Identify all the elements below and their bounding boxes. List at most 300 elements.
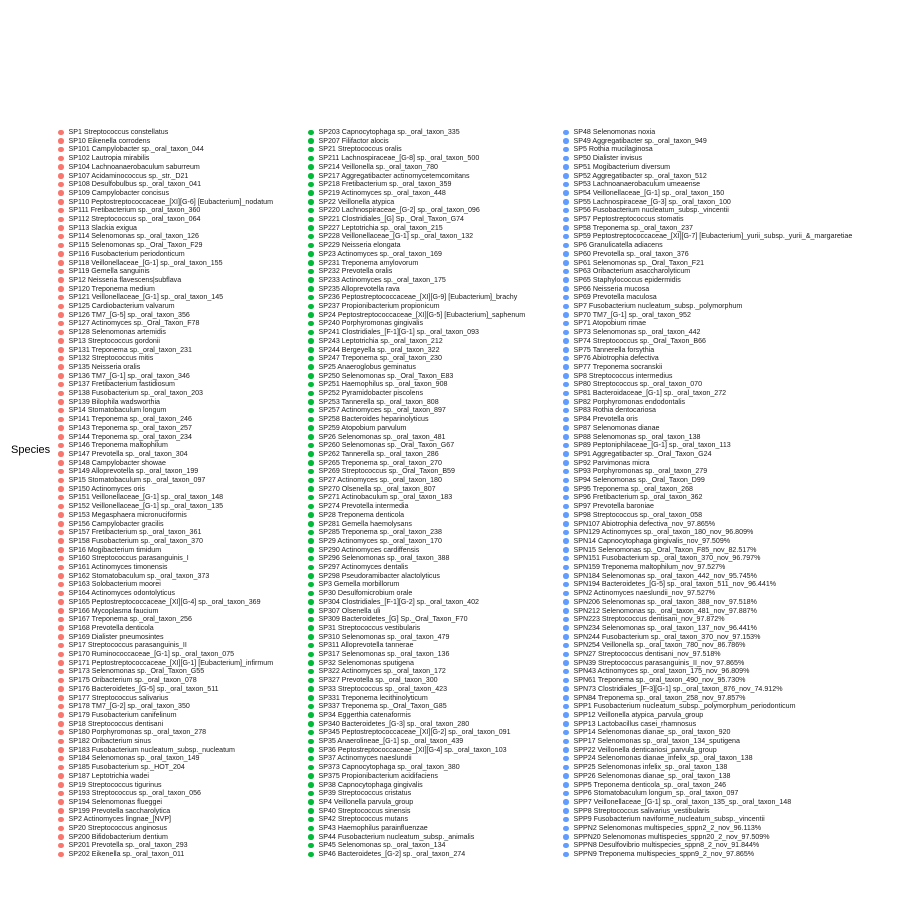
legend-entry xyxy=(58,694,168,703)
legend-entry-label: SPPN20 Selenomonas multispecies_sppn20_2_nov_97.509% xyxy=(573,832,770,841)
legend-key-dot xyxy=(58,443,64,449)
legend-key-dot xyxy=(563,364,569,370)
legend-entry xyxy=(58,554,189,563)
legend-entry-label: SP202 Eikenella sp._oral_taxon_011 xyxy=(68,850,185,859)
legend-key-dot xyxy=(308,304,314,310)
legend-key-dot xyxy=(58,364,64,370)
legend-key-dot xyxy=(308,756,314,762)
legend-entry-label: SP38 Capnocytophaga gingivalis xyxy=(318,780,423,789)
legend-key-dot xyxy=(58,312,64,318)
legend-key-dot xyxy=(308,669,314,675)
legend-entry xyxy=(58,232,199,241)
legend-key-dot xyxy=(563,173,569,179)
legend-entry xyxy=(563,372,672,381)
legend-entry xyxy=(563,754,753,763)
legend-key-dot xyxy=(563,469,569,475)
legend-entry-label: SP107 Acidaminococcus sp._str._D21 xyxy=(68,171,189,180)
legend-entry xyxy=(58,406,166,415)
legend-entry-label: SP23 Actinomyces sp._oral_taxon_169 xyxy=(318,249,442,258)
legend-entry-label: SP31 Streptococcus vestibularis xyxy=(318,623,421,632)
legend-key-dot xyxy=(308,521,314,527)
legend-key-dot xyxy=(58,251,64,257)
legend-entry xyxy=(58,198,273,207)
legend-key-dot xyxy=(563,208,569,214)
legend-entry-label: SPP14 Selenomonas dianae_sp._oral_taxon_920 xyxy=(573,728,731,737)
legend-entry xyxy=(563,415,638,424)
legend-entry xyxy=(308,676,438,685)
legend-key-dot xyxy=(563,512,569,518)
legend-entry xyxy=(308,746,507,755)
legend-entry xyxy=(308,580,399,589)
legend-entry xyxy=(308,354,442,363)
legend-entry xyxy=(58,337,160,346)
legend-entry xyxy=(308,259,418,268)
legend-entry-label: SP121 Veillonellaceae_[G-1] sp._oral_taxon_145 xyxy=(68,293,224,302)
legend-key-dot xyxy=(563,747,569,753)
legend-entry-label: SP340 Bacteroidetes_[G-3] sp._oral_taxon_280 xyxy=(318,719,470,728)
legend-key-dot xyxy=(563,756,569,762)
legend-entry xyxy=(58,598,261,607)
legend-entry-label: SP168 Prevotella denticola xyxy=(68,623,154,632)
legend-entry xyxy=(58,833,168,842)
legend-key-dot xyxy=(308,434,314,440)
legend-key-dot xyxy=(308,504,314,510)
legend-entry-label: SP96 Fretibacterium sp._oral_taxon_362 xyxy=(573,493,703,502)
legend-entry-label: SP19 Streptococcus tigurinus xyxy=(68,780,162,789)
legend-entry-label: SP271 Actinobaculum sp._oral_taxon_183 xyxy=(318,493,453,502)
legend-key-dot xyxy=(563,138,569,144)
legend-key-dot xyxy=(58,208,64,214)
legend-key-dot xyxy=(58,425,64,431)
legend-key-dot xyxy=(563,182,569,188)
legend-entry-label: SP69 Prevotella maculosa xyxy=(573,293,657,302)
legend-entry xyxy=(308,276,446,285)
legend-key-dot xyxy=(58,512,64,518)
legend-entry-label: SP55 Lachnospiraceae_[G-3] sp._oral_taxon_100 xyxy=(573,197,731,206)
legend-entry xyxy=(58,285,155,294)
legend-key-dot xyxy=(58,225,64,231)
legend-entry xyxy=(58,728,206,737)
legend-entry xyxy=(563,815,765,824)
legend-entry-label: SP6 Granulicatella adiacens xyxy=(573,241,663,250)
legend-key-dot xyxy=(308,538,314,544)
legend-entry-label: SP60 Prevotella sp._oral_taxon_376 xyxy=(573,249,689,258)
legend-entry-label: SP84 Prevotella oris xyxy=(573,415,638,424)
legend-entry-label: SP5 Rothia mucilaginosa xyxy=(573,145,653,154)
legend-key-dot xyxy=(58,277,64,283)
legend-entry xyxy=(58,215,200,224)
legend-entry xyxy=(563,650,721,659)
legend-entry xyxy=(58,206,200,215)
legend-entry-label: SPP26 Selenomonas dianae_sp._oral_taxon_138 xyxy=(573,771,731,780)
legend-entry xyxy=(58,789,201,798)
legend-entry xyxy=(308,833,474,842)
legend-entry-label: SPP24 Selenomonas dianae_infelix_sp._oral_taxon_138 xyxy=(573,754,753,763)
legend-entry xyxy=(563,154,642,163)
legend-entry-label: SP131 Treponema sp._oral_taxon_231 xyxy=(68,345,192,354)
legend-entry-label: SPP25 Selenomonas infelix_sp._oral_taxon_138 xyxy=(573,763,728,772)
legend-entry-label: SP81 Bacteroidaceae_[G-1] sp._oral_taxon_272 xyxy=(573,389,727,397)
legend-entry xyxy=(563,224,693,233)
legend-entry-label: SP46 Bacteroidetes_[G-2] sp._oral_taxon_274 xyxy=(318,850,466,859)
legend-key-dot xyxy=(563,391,569,397)
legend-entry-label: SP220 Lachnospiraceae_[G-2] sp._oral_taxon_096 xyxy=(318,206,480,215)
legend-entry-label: SP311 Alloprevotella tannerae xyxy=(318,641,414,650)
legend-entry-label: SP285 Treponema sp._oral_taxon_238 xyxy=(318,528,442,537)
legend-entry xyxy=(308,372,453,381)
legend-key-dot xyxy=(563,686,569,692)
legend-key-dot xyxy=(308,704,314,710)
legend-entry xyxy=(308,450,439,459)
legend-entry-label: SP161 Actinomyces timonensis xyxy=(68,563,168,571)
legend-key-dot xyxy=(563,434,569,440)
legend-entry-label: SP203 Capnocytophaga sp._oral_taxon_335 xyxy=(318,128,460,136)
legend-key-dot xyxy=(58,747,64,753)
legend-key-dot xyxy=(58,756,64,762)
legend-entry xyxy=(563,241,663,250)
legend-entry xyxy=(308,311,525,320)
legend-key-dot xyxy=(308,808,314,814)
legend-entry xyxy=(563,624,757,633)
legend-key-dot xyxy=(308,147,314,153)
legend-entry-label: SP92 Parvimonas micra xyxy=(573,458,650,467)
legend-key-dot xyxy=(308,591,314,597)
legend-entry xyxy=(563,824,761,833)
legend-key-dot xyxy=(563,425,569,431)
legend-entry-label: SP108 Desulfobulbus sp._oral_taxon_041 xyxy=(68,180,202,189)
legend-entry-label: SP257 Actinomyces sp._oral_taxon_897 xyxy=(318,406,446,415)
legend-entry xyxy=(563,285,649,294)
legend-key-dot xyxy=(58,625,64,631)
legend-entry xyxy=(563,598,757,607)
legend-entry xyxy=(308,850,465,859)
legend-entry xyxy=(563,728,730,737)
legend-entry xyxy=(563,250,689,259)
legend-entry xyxy=(563,781,726,790)
legend-entry xyxy=(563,607,757,616)
legend-key-dot xyxy=(563,660,569,666)
legend-key-dot xyxy=(308,182,314,188)
legend-key-dot xyxy=(563,443,569,449)
legend-key-dot xyxy=(563,599,569,605)
legend-entry-label: SP32 Selenomonas sputigena xyxy=(318,658,414,667)
legend-entry-label: SP199 Prevotella saccharolytica xyxy=(68,806,171,815)
legend-key-dot xyxy=(308,643,314,649)
legend-key-dot xyxy=(308,739,314,745)
legend-entry xyxy=(308,398,439,407)
legend-entry xyxy=(563,276,681,285)
legend-key-dot xyxy=(308,338,314,344)
legend-entry-label: SP25 Anaeroglobus geminatus xyxy=(318,362,416,371)
legend-entry xyxy=(308,841,446,850)
legend-entry-label: SPP5 Treponema denticola_sp._oral_taxon_246 xyxy=(573,780,727,789)
legend-key-dot xyxy=(563,721,569,727)
legend-key-dot xyxy=(563,190,569,196)
legend-entry-label: SP187 Leptotrichia wadei xyxy=(68,771,149,780)
legend-key-dot xyxy=(563,773,569,779)
legend-entry-label: SP250 Selenomonas sp._Oral_Taxon_E83 xyxy=(318,371,454,380)
legend-entry xyxy=(308,163,438,172)
legend-entry xyxy=(308,485,436,494)
legend-entry-label: SP77 Treponema socranskii xyxy=(573,362,663,371)
legend-entry xyxy=(308,546,419,555)
legend-key-dot xyxy=(308,695,314,701)
legend-entry-label: SP345 Peptostreptococcaceae_[XI][G-2] sp._oral_taxon_091 xyxy=(318,728,511,737)
legend-entry-label: SP163 Solobacterium moorei xyxy=(68,580,161,589)
legend-entry xyxy=(563,685,783,694)
legend-entry-label: SP59 Peptostreptococcaceae_[XI][G-7] [Eubacterium]_yurii_subsp._yurii_&_margaretiae xyxy=(573,232,853,241)
legend-key-dot xyxy=(58,591,64,597)
legend-entry-label: SP260 Selenomonas sp._Oral_Taxon_G67 xyxy=(318,441,455,450)
legend-entry-label: SP177 Streptococcus salivarius xyxy=(68,693,169,702)
legend-entry xyxy=(58,807,170,816)
legend-entry-label: SP241 Clostridiales_[F-1][G-1] sp._oral_taxon_093 xyxy=(318,328,479,337)
legend-entry-label: SPN129 Actinomyces sp._oral_taxon_180_nov_96.809% xyxy=(573,528,754,537)
legend-key-dot xyxy=(58,791,64,797)
legend-entry-label: SP141 Treponema sp._oral_taxon_246 xyxy=(68,415,192,424)
legend-key-dot xyxy=(308,425,314,431)
legend-key-dot xyxy=(563,852,569,858)
legend-entry-label: SP2 Actinomyces lingnae_[NVP] xyxy=(68,815,172,824)
legend-entry-label: SP113 Slackia exigua xyxy=(68,223,137,232)
legend-entry-label: SP50 Dialister invisus xyxy=(573,154,643,163)
legend-entry xyxy=(58,354,153,363)
legend-entry xyxy=(308,406,446,415)
legend-entry-label: SP93 Porphyromonas sp._oral_taxon_279 xyxy=(573,467,708,476)
legend-entry xyxy=(563,189,724,198)
legend-entry xyxy=(308,702,447,711)
legend-entry xyxy=(58,537,203,546)
legend-key-dot xyxy=(58,547,64,553)
legend-entry-label: SP258 Bacteroides heparinolyticus xyxy=(318,415,429,424)
legend-key-dot xyxy=(308,799,314,805)
legend-entry xyxy=(308,241,401,250)
legend-key-dot xyxy=(58,538,64,544)
legend-entry-label: SP146 Treponema maltophilum xyxy=(68,441,168,450)
legend-entry xyxy=(563,302,742,311)
legend-entry xyxy=(58,459,166,468)
legend-key-dot xyxy=(308,686,314,692)
legend-entry-label: SP157 Fretibacterium sp._oral_taxon_361 xyxy=(68,528,202,537)
legend-entry-label: SPP6 Stomatobaculum longum_sp._oral_taxon_097 xyxy=(573,789,739,798)
legend-entry xyxy=(563,206,729,215)
legend-entry xyxy=(308,172,470,181)
legend-key-dot xyxy=(308,364,314,370)
legend-key-dot xyxy=(563,260,569,266)
legend-entry-label: SP115 Selenomonas sp._Oral_Taxon_F29 xyxy=(68,241,203,250)
legend-entry-label: SP194 Selenomonas flueggei xyxy=(68,797,162,806)
legend-entry xyxy=(308,781,423,790)
legend-entry-label: SP20 Streptococcus anginosus xyxy=(68,824,168,832)
legend-entry-label: SP309 Bacteroidetes_[G] Sp._Oral_Taxon_F70 xyxy=(318,615,468,624)
legend-key-dot xyxy=(308,295,314,301)
legend-key-dot xyxy=(563,652,569,658)
legend-entry-label: SP118 Veillonellaceae_[G-1] sp._oral_taxon_155 xyxy=(68,258,223,267)
legend-entry xyxy=(308,659,414,668)
legend-entry xyxy=(308,206,480,215)
legend-entry xyxy=(563,850,754,859)
legend-entry xyxy=(58,850,184,859)
legend-entry-label: SP120 Treponema medium xyxy=(68,284,155,293)
legend-entry-label: SP75 Tannerella forsythia xyxy=(573,345,655,354)
legend-key-dot xyxy=(308,678,314,684)
legend-entry-label: SP201 Prevotella sp._oral_taxon_293 xyxy=(68,841,188,850)
legend-key-dot xyxy=(563,478,569,484)
legend-key-dot xyxy=(58,382,64,388)
legend-key-dot xyxy=(308,277,314,283)
legend-key-dot xyxy=(563,321,569,327)
legend-key-dot xyxy=(58,643,64,649)
legend-key-dot xyxy=(58,347,64,353)
legend-entry xyxy=(308,180,451,189)
legend-entry xyxy=(58,433,192,442)
legend-entry xyxy=(563,406,656,415)
legend-entry-label: SPN184 Selenomonas sp._oral_taxon_442_nov_95.745% xyxy=(573,571,757,580)
legend-entry xyxy=(308,380,447,389)
legend-entry-label: SP80 Streptococcus sp._oral_taxon_070 xyxy=(573,380,703,389)
legend-entry-label: SPP22 Veillonella denticariosi_parvula_group xyxy=(573,745,717,754)
legend-entry-label: SP70 TM7_[G-1] sp._oral_taxon_952 xyxy=(573,310,691,319)
legend-entry xyxy=(58,702,190,711)
legend-entry-label: SP36 Peptostreptococcaceae_[XI][G-4] sp._oral_taxon_103 xyxy=(318,745,507,754)
legend-entry xyxy=(58,763,185,772)
legend-entry-label: SP160 Streptococcus parasanguinis_I xyxy=(68,554,189,563)
legend-entry-label: SP15 Stomatobaculum sp._oral_taxon_097 xyxy=(68,476,206,484)
legend-entry xyxy=(58,293,223,302)
legend-entry xyxy=(308,789,411,798)
legend-entry-label: SP98 Streptococcus sp._oral_taxon_058 xyxy=(573,510,703,519)
legend-entry xyxy=(563,676,745,685)
legend-key-dot xyxy=(308,417,314,423)
legend-entry-label: SP102 Lautropia mirabilis xyxy=(68,154,150,163)
legend-key-dot xyxy=(563,608,569,614)
legend-key-dot xyxy=(308,721,314,727)
legend-entry xyxy=(308,711,411,720)
legend-key-dot xyxy=(58,608,64,614)
legend-entry xyxy=(308,337,443,346)
legend-entry-label: SP166 Mycoplasma faucium xyxy=(68,606,159,615)
legend-entry xyxy=(58,676,197,685)
legend-entry-label: SP229 Neisseria elongata xyxy=(318,241,401,250)
legend-entry-label: SP16 Mogibacterium timidum xyxy=(68,545,162,554)
legend-entry xyxy=(563,711,703,720)
legend-entry-label: SP162 Stomatobaculum sp._oral_taxon_373 xyxy=(68,571,210,580)
legend-entry-label: SP94 Selenomonas sp._Oral_Taxon_D99 xyxy=(573,476,705,484)
legend-entry-label: SP274 Prevotella intermedia xyxy=(318,502,409,511)
legend-entry-label: SP180 Porphyromonas sp._oral_taxon_278 xyxy=(68,728,207,737)
legend-entry-label: SP151 Veillonellaceae_[G-1] sp._oral_taxon_148 xyxy=(68,493,224,502)
legend-entry xyxy=(308,128,460,137)
legend-entry xyxy=(308,650,449,659)
legend-key-dot xyxy=(308,234,314,240)
legend-entry xyxy=(308,189,446,198)
legend-entry xyxy=(563,546,756,555)
legend-entry xyxy=(308,554,449,563)
legend-entry xyxy=(58,528,201,537)
legend-entry-label: SPP9 Fusobacterium naviforme_nucleatum_subsp._vincentii xyxy=(573,815,765,824)
legend-key-dot xyxy=(308,773,314,779)
legend-key-dot xyxy=(58,808,64,814)
legend-key-dot xyxy=(563,251,569,257)
legend-entry xyxy=(58,615,192,624)
legend-entry xyxy=(563,659,744,668)
legend-entry xyxy=(58,467,198,476)
legend-entry xyxy=(563,580,776,589)
legend-entry xyxy=(308,137,389,146)
legend-entry-label: SP235 Alloprevotella rava xyxy=(318,284,400,293)
legend-key-dot xyxy=(563,269,569,275)
legend-entry-label: SPN206 Selenomonas sp._oral_taxon_388_nov_97.518% xyxy=(573,597,757,606)
legend-entry xyxy=(308,728,511,737)
legend-entry-label: SP58 Treponema sp._oral_taxon_237 xyxy=(573,223,693,232)
legend-key-dot xyxy=(58,243,64,249)
legend-key-dot xyxy=(58,852,64,858)
legend-entry-label: SP337 Treponema sp._Oral_Taxon_G85 xyxy=(318,702,447,711)
legend-key-dot xyxy=(308,199,314,205)
legend-entry-label: SP296 Selenomonas sp._oral_taxon_388 xyxy=(318,554,450,563)
legend-entry xyxy=(58,520,164,529)
legend-key-dot xyxy=(308,617,314,623)
legend-entry-label: SP179 Fusobacterium canifelinum xyxy=(68,710,177,719)
legend-entry-label: SP126 TM7_[G-5] sp._oral_taxon_356 xyxy=(68,310,190,319)
legend-entry-label: SP211 Lachnospiraceae_[G-8] sp._oral_taxon_500 xyxy=(318,154,480,163)
legend-entry-label: SP182 Oribacterium sinus xyxy=(68,737,151,745)
legend-key-dot xyxy=(308,495,314,501)
legend-entry-label: SPN14 Capnocytophaga gingivalis_nov_97.509% xyxy=(573,536,731,545)
legend-entry-label: SP30 Desulfomicrobium orale xyxy=(318,589,413,598)
legend-entry-label: SP244 Bergeyella sp._oral_taxon_322 xyxy=(318,345,440,354)
legend-entry-label: SP51 Mogibacterium diversum xyxy=(573,162,671,171)
legend-key-dot xyxy=(563,643,569,649)
legend-key-dot xyxy=(58,330,64,336)
legend-entry xyxy=(308,537,442,546)
legend-entry xyxy=(308,293,517,302)
legend-entry-label: SP167 Treponema sp._oral_taxon_256 xyxy=(68,615,192,624)
legend-key-dot xyxy=(308,321,314,327)
legend-entry xyxy=(308,798,413,807)
legend-entry-label: SPN244 Fusobacterium sp._oral_taxon_370_nov_97.153% xyxy=(573,632,761,641)
legend-entry-label: SP10 Eikenella corrodens xyxy=(68,136,151,145)
legend-entry-label: SP184 Selenomonas sp._oral_taxon_149 xyxy=(68,754,200,763)
legend-key-dot xyxy=(58,573,64,579)
legend-entry xyxy=(308,363,416,372)
legend-key-dot xyxy=(58,130,64,136)
legend-key-dot xyxy=(563,826,569,832)
legend-entry-label: SP221 Clostridiales_[G] Sp._Oral_Taxon_G74 xyxy=(318,215,465,223)
legend-entry-label: SP219 Actinomyces sp._oral_taxon_448 xyxy=(318,188,446,197)
legend-key-dot xyxy=(563,573,569,579)
legend-key-dot xyxy=(58,199,64,205)
legend-entry-label: SP125 Cardiobacterium valvarum xyxy=(68,302,175,310)
legend-entry xyxy=(308,232,473,241)
legend-entry xyxy=(58,772,149,781)
legend-key-dot xyxy=(58,138,64,144)
legend-entry xyxy=(308,563,408,572)
legend-entry-label: SPP7 Veillonellaceae_[G-1] sp._oral_taxon_135_sp._oral_taxon_148 xyxy=(573,797,792,806)
legend-entry-label: SP1 Streptococcus constellatus xyxy=(68,128,169,136)
legend-entry xyxy=(308,476,442,485)
legend-key-dot xyxy=(563,286,569,292)
legend-key-dot xyxy=(308,634,314,640)
legend-entry xyxy=(563,667,749,676)
legend-key-dot xyxy=(308,260,314,266)
legend-entry xyxy=(563,389,726,398)
legend-entry xyxy=(58,250,185,259)
legend-key-dot xyxy=(563,669,569,675)
legend-entry xyxy=(563,737,740,746)
legend-entry-label: SP170 Ruminococcaceae_[G-1] sp._oral_taxon_075 xyxy=(68,650,235,658)
legend-entry-label: SPN39 Streptococcus parasanguinis_II_nov_97.865% xyxy=(573,658,745,667)
